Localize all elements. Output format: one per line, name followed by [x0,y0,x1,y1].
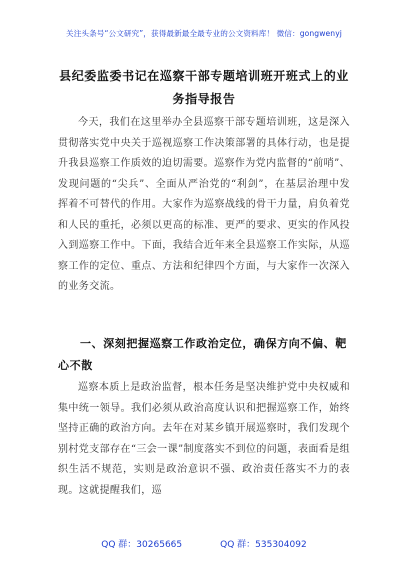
footer-contact [0,537,408,550]
paragraph-intro: 今天，我们在这里举办全县巡察干部专题培训班，这是深入贯彻落实党中央关于巡视巡察工作决策部署的具体行动，也是提升我县巡察工作质效的迫切需要。巡察作为党内监督的“前哨”、发现问题的“尖兵”、全面从严治党的“利剑”，在基层治理中发挥着不可替代的作用。大家作为巡察战线的骨干力量，肩负着党和人民的重托，必须以更高的标准、更严的要求、更实的作风投入到巡察工作中。下面，我结合近年来全县巡察工作实际，从巡察工作的定位、重点、方法和纪律四个方面，与大家作一次深入的业务交流。 [58,117,350,292]
section-heading-1: 一、深刻把握巡察工作政治定位，确保方向不偏、靶心不散 [58,337,347,372]
document-title: 县纪委监委书记在巡察干部专题培训班开班式上的业务指导报告 [59,69,349,106]
footer-qq-group-2: QQ 群：535304092 [220,540,307,550]
footer-qq-group-1: QQ 群：30265665 [101,540,183,550]
header-banner: 关注头条号“公文研究”，获得最新最全最专业的公文资料库！ 微信：gongwenyj [66,29,342,38]
paragraph-section-1: 巡察本质上是政治监督，根本任务是坚决维护党中央权威和集中统一领导。我们必须从政治高度认识和把握巡察工作，始终坚持正确的政治方向。去年在对某乡镇开展巡察时，我们发现个别村党支部存在“三会一课”制度落实不到位的问题，表面看是组织生活不规范，实则是政治意识不强、政治责任落实不力的表现。这就提醒我们，巡 [58,382,350,496]
